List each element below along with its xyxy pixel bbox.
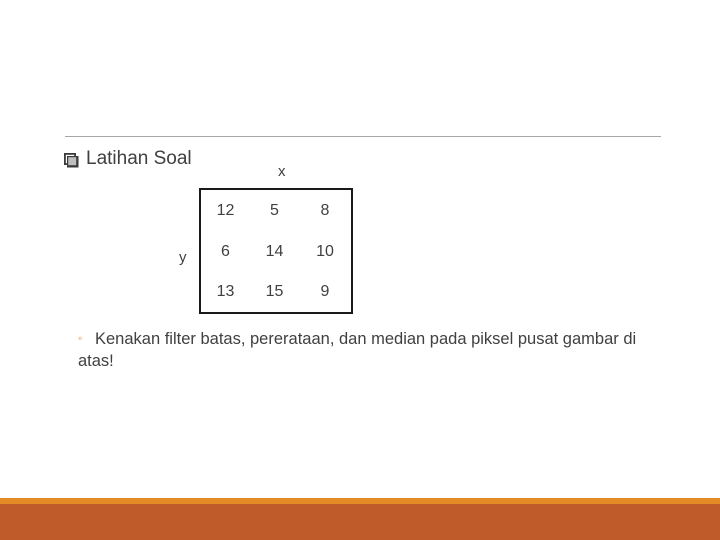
question-text: Kenakan filter batas, pererataan, dan median pada piksel pusat gambar di atas!	[78, 330, 637, 370]
matrix-cell: 8	[320, 201, 330, 219]
matrix-cell: 10	[316, 242, 334, 260]
matrix-center-cell: 14	[265, 242, 284, 260]
question-item	[78, 329, 638, 372]
checkbox-square-bullet-icon	[64, 152, 79, 167]
footer-band	[0, 504, 720, 540]
matrix-cell: 5	[270, 201, 279, 219]
matrix-cell: 15	[265, 283, 284, 300]
header-divider	[65, 136, 661, 137]
section-heading	[64, 148, 192, 170]
y-axis-label: y	[179, 249, 187, 266]
pixel-matrix	[199, 188, 353, 314]
matrix-cell: 12	[216, 201, 235, 219]
matrix-cell: 6	[221, 242, 230, 260]
section-title: Latihan Soal	[86, 148, 192, 169]
matrix-cell: 13	[216, 283, 235, 300]
matrix-cell: 9	[320, 283, 330, 300]
ring-bullet-icon: ◦	[78, 331, 83, 345]
x-axis-label: x	[278, 163, 286, 180]
